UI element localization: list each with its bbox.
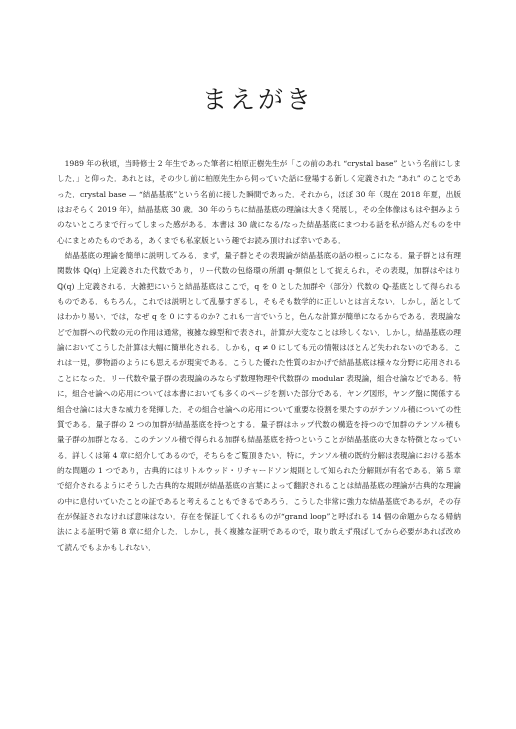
body-text [57, 156, 461, 555]
page-title: まえがき [201, 85, 314, 114]
paragraph: 1989 年の秋頃，当時修士 2 年生であった筆者に柏原正樹先生が「この前のあれ “crystal base” という名前にしました．」と仰った．あれとは，その少し前に柏原先生から伺っていた話に登場する新しく定義された “あれ” のことであった．crystal base — “結晶基底”という名前に接した瞬間であった．それから，ほぼ 30 年（現在 2018 年夏，出版はおそらく 2019 年），結晶基底 30 歳．30 年のうちに結晶基底の理論は大きく発展し，その全体像はもはや掴みようのないところまで行ってしまった感がある．本書は 30 歳になる/なった結晶基底にまつわる話を私が絡んだものを中心にまとめたものである，あくまでも私家版という趣でお読み頂ければ幸いである． [57, 159, 461, 245]
paragraph: 結晶基底の理論を簡単に説明してみる．まず，量子群とその表現論が結晶基底の話の根っこになる．量子群とは有理関数体 ℚ(q) 上定義された代数であり，リー代数の包絡環の所謂 q-類似として捉えられ，その表現，加群はやはり ℚ(q) 上定義される．大雑把にいうと結晶基底はここで，q を 0 とした加群や（部分）代数の ℚ-基底として得られるものである．もちろん，これでは説明として乱暴すぎるし，そもそも数学的に正しいとは言えない．しかし，話としてはわかり易い．では，なぜ q を 0 にするのか? これも一言でいうと，色んな計算が簡単になるからである．表現論などで加群への代数の元の作用は通常，複雑な線型和で表され，計算が大変なことは珍しくない．しかし，結晶基底の理論においてこうした計算は大幅に簡単化される．しかも，q ≠ 0 にしても元の情報はほとんど失われないのである．これは一見，夢物語のようにも思えるが現実である．こうした優れた性質のおかげで結晶基底は様々な分野に応用されることになった．リー代数や量子群の表現論のみならず数理物理や代数群の modular 表現論，組合せ論などである．特に，組合せ論への応用については本書においても多くのページを割いた部分である．ヤング図形，ヤング盤に関係する組合せ論には大きな威力を発揮した．その組合せ論への応用について重要な役割を果たすのがテンソル積についての性質である．量子群の 2 つの加群が結晶基底を持つとする．量子群はホップ代数の構造を持つので加群のテンソル積も量子群の加群となる．このテンソル積で得られる加群も結晶基底を持つということが結晶基底の大きな特徴となっている．詳しくは第 4 章に紹介してあるので，そちらをご覧頂きたい．特に，テンソル積の既約分解は表現論における基本的な問題の 1 つであり，古典的にはリトルウッド・リチャードソン規則として知られた分解則が有名である．第 5 章で紹介されるようにそうした古典的な規則が結晶基底の言葉によって翻訳されることは結晶基底の理論が古典的な理論の中に息付いていたことの証であると考えることもできるであろう．こうした非常に強力な結晶基底であるが，その存在が保証されなければ意味はない．存在を保証してくれるものが“grand loop”と呼ばれる 14 個の命題からなる帰納法による証明で第 8 章に紹介した．しかし，長く複雑な証明であるので，取り敢えず飛ばしてから必要があれば改めて読んでもよかもしれない． [57, 251, 461, 552]
